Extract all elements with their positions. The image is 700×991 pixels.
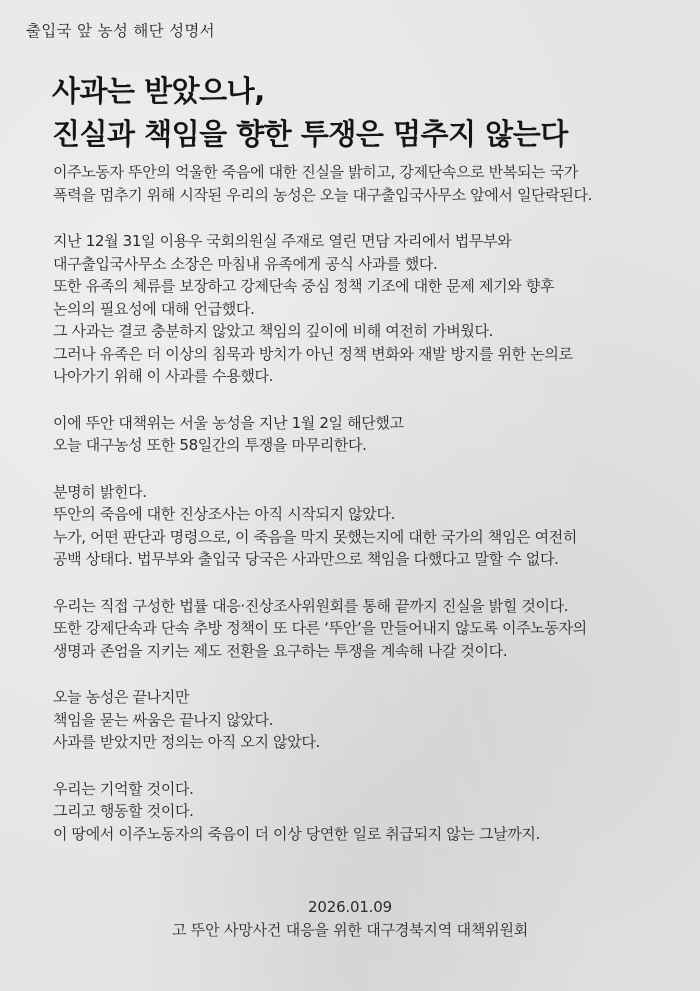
paragraph — [53, 595, 653, 663]
paragraph-line: 생명과 존엄을 지키는 제도 전환을 요구하는 투쟁을 계속해 나갈 것이다. — [53, 641, 508, 660]
paragraph-line: 분명히 밝힌다. — [53, 482, 147, 501]
paragraph-line: 또한 강제단속과 단속 추방 정책이 또 다른 ‘뚜안’을 만들어내지 않도록 이주노동자의 — [53, 619, 587, 637]
statement-body — [53, 161, 653, 869]
statement-date: 2026.01.09 — [308, 898, 392, 916]
paragraph — [53, 412, 653, 457]
paragraph-line: 폭력을 멈추기 위해 시작된 우리의 농성은 오늘 대구출입국사무소 앞에서 일단락된다. — [53, 185, 593, 204]
headline-line: 사과는 받았으나, — [52, 74, 265, 108]
headline — [52, 70, 672, 156]
paragraph-line: 공백 상태다. 법무부와 출입국 당국은 사과만으로 책임을 다했다고 말할 수 없다. — [53, 550, 559, 568]
paragraph-line: 논의의 필요성에 대해 언급했다. — [53, 299, 255, 318]
paragraph-line: 그러나 유족은 더 이상의 침묵과 방치가 아닌 정책 변화와 재발 방지를 위한 논의로 — [53, 344, 573, 363]
paragraph-line: 그 사과는 결코 충분하지 않았고 책임의 깊이에 비해 여전히 가벼웠다. — [53, 322, 494, 340]
paragraph-line: 우리는 기억할 것이다. — [53, 779, 194, 798]
paragraph-line: 뚜안의 죽음에 대한 진상조사는 아직 시작되지 않았다. — [53, 505, 396, 523]
paragraph-line: 사과를 받았지만 정의는 아직 오지 않았다. — [53, 733, 320, 751]
paragraph — [53, 778, 653, 846]
paragraph — [53, 161, 653, 206]
paragraph-line: 책임을 묻는 싸움은 끝나지 않았다. — [53, 710, 274, 729]
paragraph-line: 우리는 직접 구성한 법률 대응·진상조사위원회를 통해 끝까지 진실을 밝힐 것이다. — [53, 596, 569, 615]
paragraph-line: 이주노동자 뚜안의 억울한 죽음에 대한 진실을 밝히고, 강제단속으로 반복되는 국가 — [53, 163, 578, 181]
paragraph-line: 대구출입국사무소 소장은 마침내 유족에게 공식 사과를 했다. — [53, 254, 438, 273]
document-label: 출입국 앞 농성 해단 성명서 — [26, 22, 215, 40]
paragraph-line: 또한 유족의 체류를 보장하고 강제단속 중심 정책 기조에 대한 문제 제기와 향후 — [53, 277, 555, 295]
paragraph-line: 그리고 행동할 것이다. — [53, 802, 194, 820]
paragraph-line: 이 땅에서 이주노동자의 죽음이 더 이상 당연한 일로 취급되지 않는 그날까지. — [53, 824, 540, 843]
paragraph-line: 오늘 농성은 끝나지만 — [53, 688, 190, 706]
signature-block — [0, 896, 700, 942]
paragraph-line: 나아가기 위해 이 사과를 수용했다. — [53, 367, 274, 385]
paragraph — [53, 230, 653, 388]
paragraph-line: 지난 12월 31일 이용우 국회의원실 주재로 열린 면담 자리에서 법무부와 — [53, 232, 512, 250]
signatory: 고 뚜안 사망사건 대응을 위한 대구경북지역 대책위원회 — [171, 921, 529, 939]
paragraph-line: 이에 뚜안 대책위는 서울 농성을 지난 1월 2일 해단했고 — [53, 413, 404, 432]
paragraph — [53, 481, 653, 571]
paragraph-line: 누가, 어떤 판단과 명령으로, 이 죽음을 막지 못했는지에 대한 국가의 책임은 여전히 — [53, 527, 578, 546]
paragraph-line: 오늘 대구농성 또한 58일간의 투쟁을 마무리한다. — [53, 436, 367, 454]
headline-line: 진실과 책임을 향한 투쟁은 멈추지 않는다 — [52, 117, 568, 151]
paragraph — [53, 686, 653, 754]
